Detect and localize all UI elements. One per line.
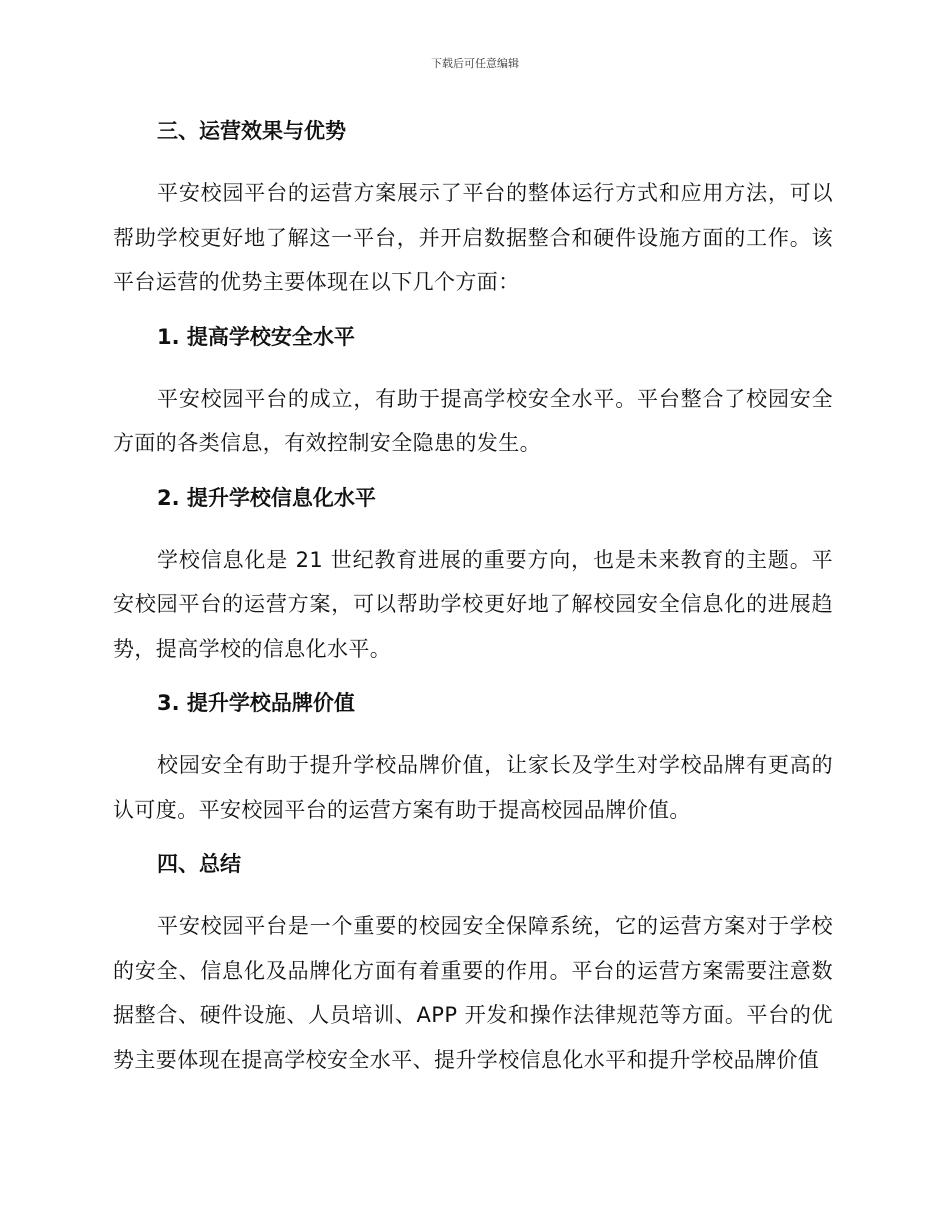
section-heading-3: 三、运营效果与优势 <box>157 119 346 143</box>
section-heading-4: 四、总结 <box>157 852 241 876</box>
page-header-note: 下载后可任意编辑 <box>431 57 519 70</box>
subsection-3-1-paragraph: 平安校园平台的成立，有助于提高学校安全水平。平台整合了校园安全方面的各类信息，有效控制安全隐患的发生。 <box>113 386 833 455</box>
section-3-intro-paragraph: 平安校园平台的运营方案展示了平台的整体运行方式和应用方法，可以帮助学校更好地了解这一平台，并开启数据整合和硬件设施方面的工作。该平台运营的优势主要体现在以下几个方面： <box>113 181 833 294</box>
subheading-3-3: 3. 提升学校品牌价值 <box>157 691 355 715</box>
subsection-3-3-paragraph: 校园安全有助于提升学校品牌价值，让家长及学生对学校品牌有更高的认可度。平安校园平台的运营方案有助于提高校园品牌价值。 <box>113 753 833 822</box>
section-4-summary-paragraph: 平安校园平台是一个重要的校园安全保障系统，它的运营方案对于学校的安全、信息化及品牌化方面有着重要的作用。平台的运营方案需要注意数据整合、硬件设施、人员培训、APP 开发和操作法律规范等方面。平台的优势主要体现在提高学校安全水平、提升学校信息化水平和提升学校品牌价值 <box>113 914 833 1072</box>
subheading-3-2: 2. 提升学校信息化水平 <box>157 485 376 510</box>
document-body <box>113 113 833 1096</box>
subheading-3-1: 1. 提高学校安全水平 <box>157 324 355 349</box>
subsection-3-2-paragraph: 学校信息化是 21 世纪教育进展的重要方向，也是未来教育的主题。平安校园平台的运营方案，可以帮助学校更好地了解校园安全信息化的进展趋势，提高学校的信息化水平。 <box>113 547 833 661</box>
